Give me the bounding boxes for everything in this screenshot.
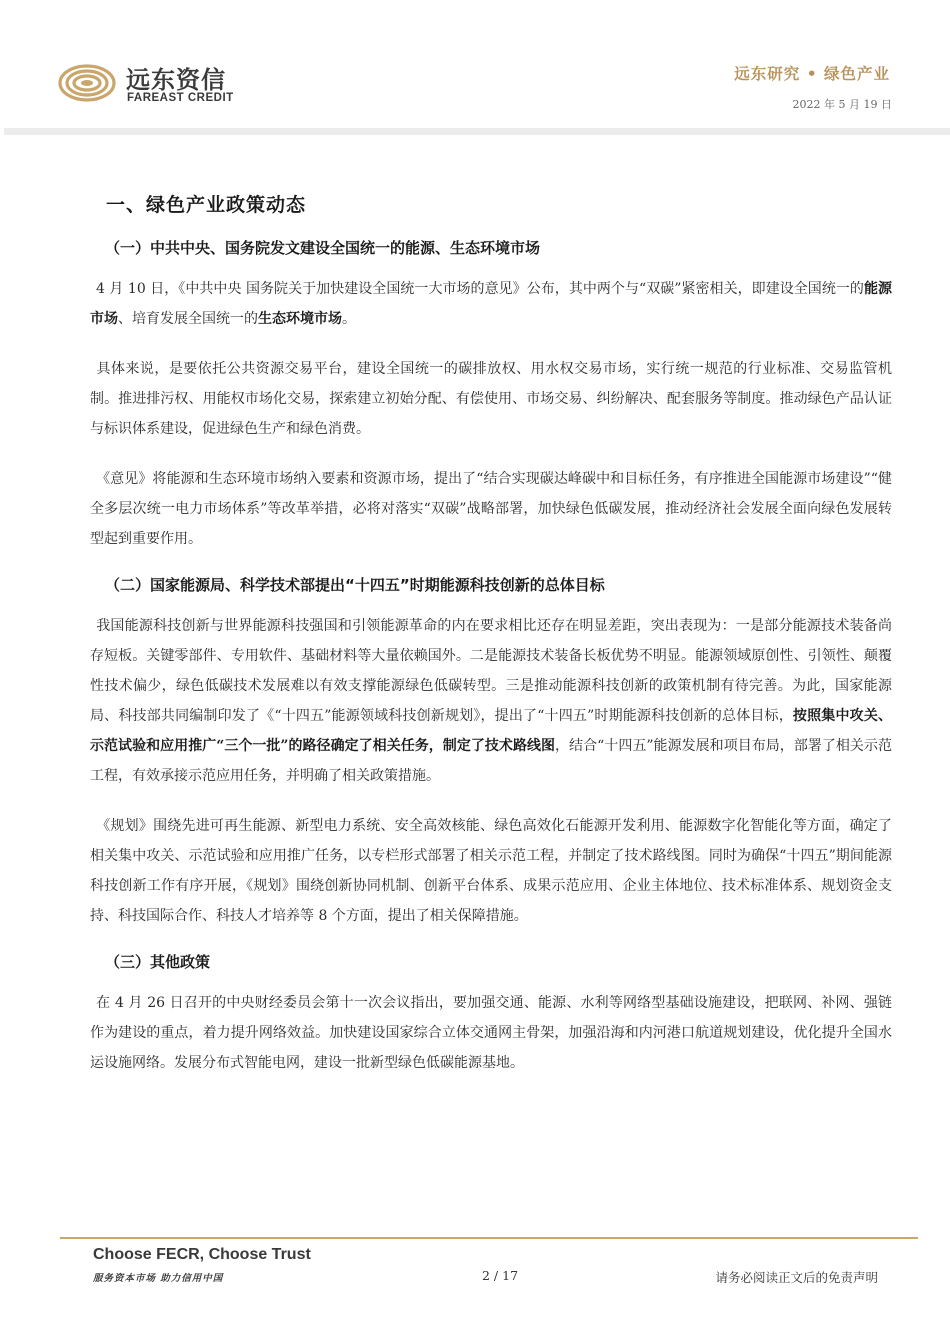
paragraph: 我国能源科技创新与世界能源科技强国和引领能源革命的内在要求相比还存在明显差距，突出表现为：一是部分能源技术装备尚存短板。关键零部件、专用软件、基础材料等大量依赖国外。二是能源技术装备长板优势不明显。能源领域原创性、引领性、颠覆性技术偏少，绿色低碳技术发展难以有效支撑能源绿色低碳转型。三是推动能源科技创新的政策机制有待完善。为此，国家能源局、科技部共同编制印发了《“十四五”能源领域科技创新规划》，提出了“十四五”时期能源科技创新的总体目标，按照集中攻关、示范试验和应用推广“三个一批”的路径确定了相关任务，制定了技术路线图，结合“十四五”能源发展和项目布局，部署了相关示范工程，有效承接示范应用任务，并明确了相关政策措施。 — [90, 618, 892, 784]
paragraph: 具体来说，是要依托公共资源交易平台，建设全国统一的碳排放权、用水权交易市场，实行统一规范的行业标准、交易监管机制。推进排污权、用能权市场化交易，探索建立初始分配、有偿使用、市场交易、纠纷解决、配套服务等制度。推动绿色产品认证与标识体系建设，促进绿色生产和绿色消费。 — [90, 361, 892, 437]
subsection-heading-3: （三）其他政策 — [105, 953, 211, 971]
footer-divider — [60, 1237, 918, 1239]
company-logo — [56, 58, 246, 108]
bold-text: 按照集中攻关、示范试验和应用推广“三个一批”的路径确定了相关任务，制定了技术路线图 — [90, 708, 892, 754]
paragraph: 在 4 月 26 日召开的中央财经委员会第十一次会议指出，要加强交通、能源、水利等网络型基础设施建设，把联网、补网、强链作为建设的重点，着力提升网络效益。加快建设国家综合立体交通网主骨架，加强沿海和内河港口航道规划建设，优化提升全国水运设施网络。发展分布式智能电网，建设一批新型绿色低碳能源基地。 — [90, 995, 892, 1071]
page-number: 2 / 17 — [482, 1268, 519, 1283]
footer-subtitle: 服务资本市场 助力信用中国 — [93, 1273, 224, 1284]
bold-text: 生态环境市场 — [258, 311, 342, 327]
subsection-heading-2: （二）国家能源局、科学技术部提出“十四五”时期能源科技创新的总体目标 — [105, 576, 605, 594]
report-series: 远东研究 • 绿色产业 — [734, 65, 890, 83]
subsection-heading-1: （一）中共中央、国务院发文建设全国统一的能源、生态环境市场 — [105, 239, 541, 257]
section-heading: 一、绿色产业政策动态 — [106, 194, 307, 216]
paragraph: 《意见》将能源和生态环境市场纳入要素和资源市场，提出了“结合实现碳达峰碳中和目标任务，有序推进全国能源市场建设”“健全多层次统一电力市场体系”等改革举措，必将对落实“双碳”战略部署，加快绿色低碳发展，推动经济社会发展全面向绿色发展转型起到重要作用。 — [90, 471, 892, 547]
bold-text: 能源市场 — [90, 281, 892, 327]
logo-mark-icon — [56, 58, 118, 108]
document-body — [90, 190, 892, 1098]
page-header — [0, 0, 950, 130]
paragraph: 《规划》围绕先进可再生能源、新型电力系统、安全高效核能、绿色高效化石能源开发利用、能源数字化智能化等方面，确定了相关集中攻关、示范试验和应用推广任务，以专栏形式部署了相关示范工程，并制定了技术路线图。同时为确保“十四五”期间能源科技创新工作有序开展，《规划》围绕创新协同机制、创新平台体系、成果示范应用、企业主体地位、技术标准体系、规划资金支持、科技国际合作、科技人才培养等 8 个方面，提出了相关保障措施。 — [90, 818, 892, 924]
report-date: 2022 年 5 月 19 日 — [792, 98, 892, 111]
logo-text-en: FAREAST CREDIT — [127, 92, 234, 104]
disclaimer-note: 请务必阅读正文后的免责声明 — [715, 1270, 878, 1285]
footer-slogan: Choose FECR, Choose Trust — [93, 1246, 311, 1263]
paragraph: 4 月 10 日，《中共中央 国务院关于加快建设全国统一大市场的意见》公布，其中两个与“双碳”紧密相关，即建设全国统一的能源市场、培育发展全国统一的生态环境市场。 — [90, 281, 892, 327]
header-divider — [4, 128, 950, 135]
logo-text-cn: 远东资信 — [126, 66, 226, 94]
